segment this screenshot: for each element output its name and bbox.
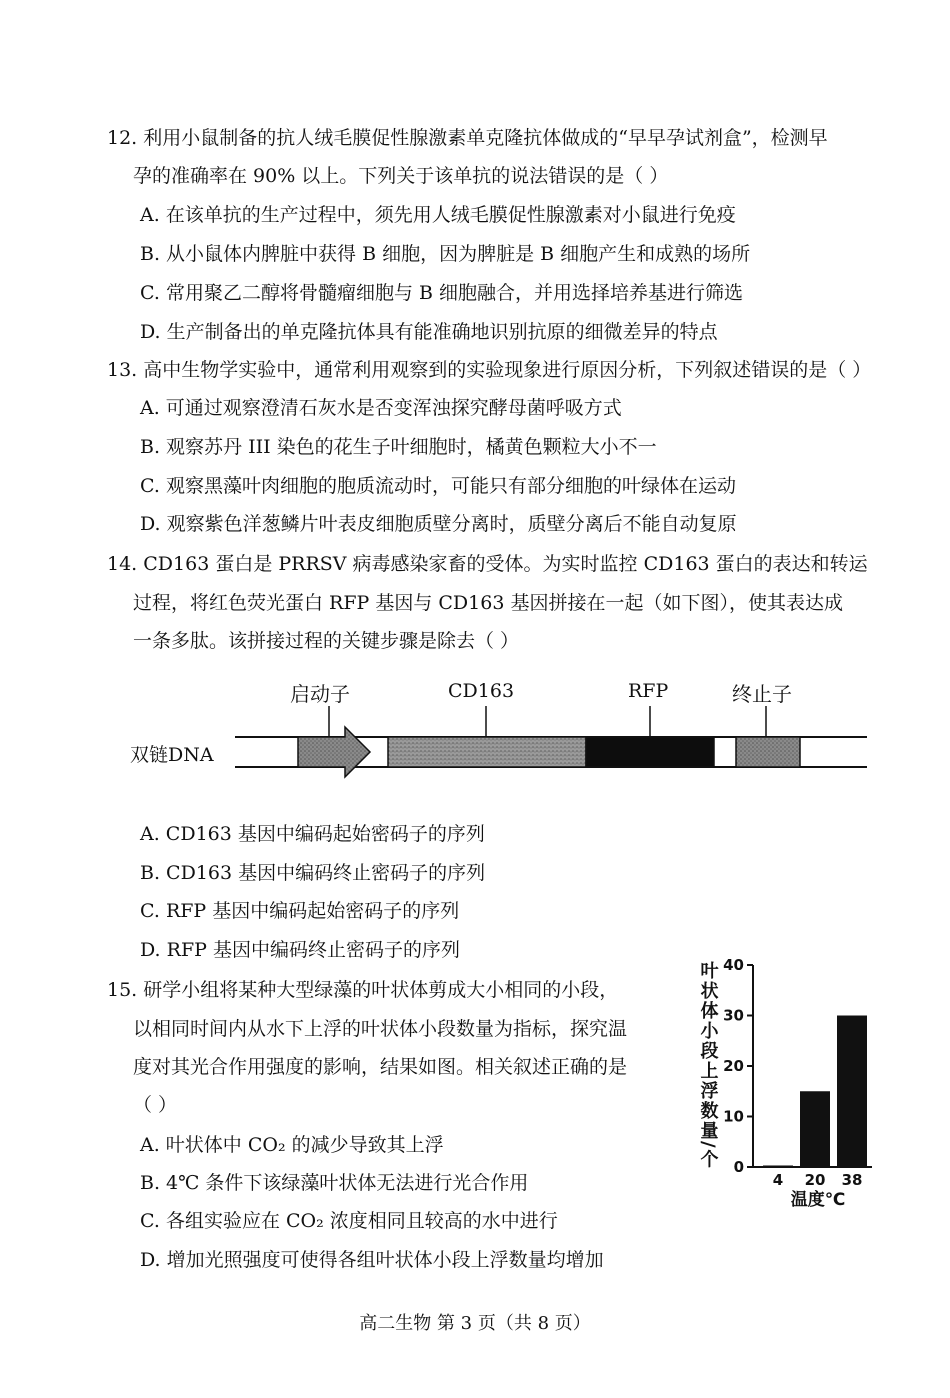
q15-option-d: D. 增加光照强度可使得各组叶状体小段上浮数量均增加 (140, 1249, 604, 1271)
q14-stem-line3: 一条多肽。该拼接过程的关键步骤是除去（ ） (133, 630, 520, 652)
q15-stem-line4: （ ） (133, 1094, 178, 1116)
dna-label: 双链DNA (130, 744, 214, 766)
q15-stem-line3: 度对其光合作用强度的影响，结果如图。相关叙述正确的是 (133, 1056, 628, 1078)
q15-stem-line2: 以相同时间内从水下上浮的叶状体小段数量为指标，探究温 (133, 1018, 628, 1040)
q13-stem: 13. 高中生物学实验中，通常利用观察到的实验现象进行原因分析，下列叙述错误的是（ ） (107, 359, 872, 381)
q12-option-b: B. 从小鼠体内脾脏中获得 B 细胞，因为脾脏是 B 细胞产生和成熟的场所 (140, 243, 751, 265)
q13-option-b: B. 观察苏丹 III 染色的花生子叶细胞时，橘黄色颗粒大小不一 (140, 436, 657, 458)
promoter-label: 启动子 (290, 682, 350, 706)
q15-option-b: B. 4℃ 条件下该绿藻叶状体无法进行光合作用 (140, 1172, 529, 1194)
q12-stem-line1: 12. 利用小鼠制备的抗人绒毛膜促性腺激素单克隆抗体做成的“早早孕试剂盒”，检测早 (107, 127, 828, 149)
rfp-label: RFP (628, 680, 669, 702)
q12-option-a: A. 在该单抗的生产过程中，须先用人绒毛膜促性腺激素对小鼠进行免疫 (140, 204, 736, 226)
q14-stem-line2: 过程，将红色荧光蛋白 RFP 基因与 CD163 基因拼接在一起（如下图），使其表达成 (133, 592, 843, 614)
temperature-bar-chart (690, 945, 910, 1235)
y-tick-label: 0 (733, 1158, 744, 1176)
q13-option-c: C. 观察黑藻叶肉细胞的胞质流动时，可能只有部分细胞的叶绿体在运动 (140, 475, 736, 497)
q14-option-b: B. CD163 基因中编码终止密码子的序列 (140, 862, 486, 884)
q13-option-a: A. 可通过观察澄清石灰水是否变浑浊探究酵母菌呼吸方式 (140, 397, 622, 419)
q15-option-a: A. 叶状体中 CO₂ 的减少导致其上浮 (140, 1134, 444, 1156)
cd163-label: CD163 (448, 680, 515, 702)
q14-stem-line1: 14. CD163 蛋白是 PRRSV 病毒感染家畜的受体。为实时监控 CD163 蛋白的表达和转运 (107, 553, 868, 575)
y-tick-label: 40 (723, 956, 744, 974)
page-footer: 高二生物 第 3 页（共 8 页） (359, 1313, 591, 1334)
bar-4 (763, 1165, 793, 1167)
q15-option-c: C. 各组实验应在 CO₂ 浓度相同且较高的水中进行 (140, 1210, 558, 1232)
promoter-arrow (298, 727, 370, 777)
y-tick-label: 30 (723, 1006, 744, 1025)
q14-option-d: D. RFP 基因中编码终止密码子的序列 (140, 939, 460, 961)
q15-stem-line1: 15. 研学小组将某种大型绿藻的叶状体剪成大小相同的小段， (107, 979, 619, 1001)
q12-option-d: D. 生产制备出的单克隆抗体具有能准确地识别抗原的细微差异的特点 (140, 321, 718, 343)
bar-20 (800, 1091, 830, 1167)
q12-stem-line2: 孕的准确率在 90% 以上。下列关于该单抗的说法错误的是（ ） (133, 165, 669, 187)
dna-construct-diagram (120, 670, 880, 790)
rfp-gene-block (586, 737, 714, 767)
terminator-block (736, 737, 800, 767)
q13-option-d: D. 观察紫色洋葱鳞片叶表皮细胞质壁分离时，质壁分离后不能自动复原 (140, 513, 737, 535)
x-axis-label: 温度℃ (790, 1190, 846, 1210)
q14-option-c: C. RFP 基因中编码起始密码子的序列 (140, 900, 460, 922)
cd163-gene-block (388, 737, 586, 767)
q12-option-c: C. 常用聚乙二醇将骨髓瘤细胞与 B 细胞融合，并用选择培养基进行筛选 (140, 282, 743, 304)
y-axis-label: 叶状体小段上浮数量/个 (697, 961, 719, 1170)
dna-strand-graphic (120, 670, 880, 790)
y-tick-label: 10 (723, 1107, 744, 1126)
terminator-label: 终止子 (732, 682, 792, 706)
x-tick-label: 4 (772, 1171, 784, 1189)
bar-38 (837, 1016, 867, 1168)
y-tick-label: 20 (723, 1057, 744, 1075)
x-tick-label: 20 (804, 1171, 826, 1189)
x-tick-label: 38 (841, 1171, 863, 1189)
q14-option-a: A. CD163 基因中编码起始密码子的序列 (140, 823, 485, 845)
